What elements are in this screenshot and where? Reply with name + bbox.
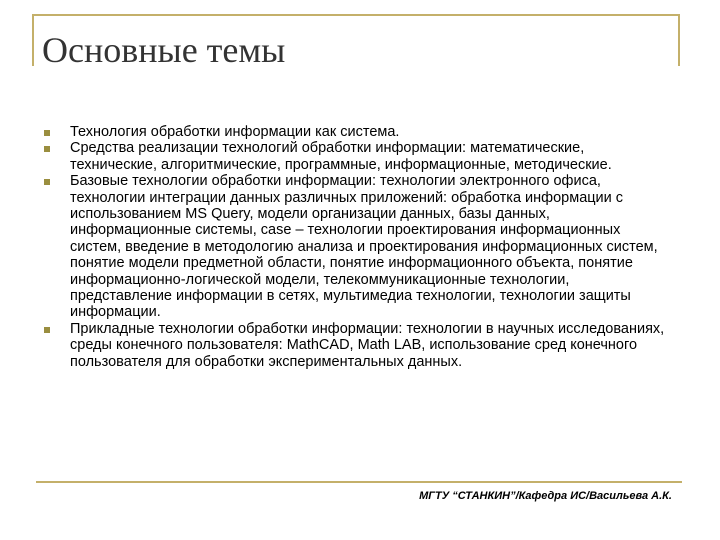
bullet-text: Прикладные технологии обработки информации: технологии в научных исследованиях, среды конечного пользователя: MathCAD, Math LAB, использование сред конечного пользователя для обработки экспериментальных данных. [70,320,665,370]
bullet-item [40,321,672,370]
bullet-text: Технология обработки информации как система. [70,124,400,140]
bullet-item [40,173,672,321]
square-bullet-icon [44,130,50,136]
bullet-text: Средства реализации технологий обработки информации: математические, технические, алгоритмические, программные, информационные, методические. [70,140,612,173]
title-frame-right-line [678,14,680,66]
footer-credit: МГТУ “СТАНКИН”/Кафедра ИС/Васильева А.К. [419,490,672,502]
title-frame-left-line [32,14,34,66]
bullet-list [40,124,672,370]
slide-title: Основные темы [42,30,286,70]
footer-divider [36,481,682,483]
bullet-text: Базовые технологии обработки информации: технологии электронного офиса, технологии интеграции данных различных приложений: обработка информации с использованием MS Query, модели организации данных, базы данных, информационные системы, case – технологии проектирования информационных систем, введение в методологию анализа и проектирования информационных систем, понятие модели предметной области, понятие информационного объекта, понятие информационно-логической модели, телекоммуникационные технологии, представление информации в сетях, мультимедиа технологии, технологии защиты информации. [70,173,658,321]
title-frame-top-line [32,14,680,16]
bullet-item [40,140,672,173]
square-bullet-icon [44,327,50,333]
square-bullet-icon [44,179,50,185]
square-bullet-icon [44,146,50,152]
bullet-item [40,124,672,140]
